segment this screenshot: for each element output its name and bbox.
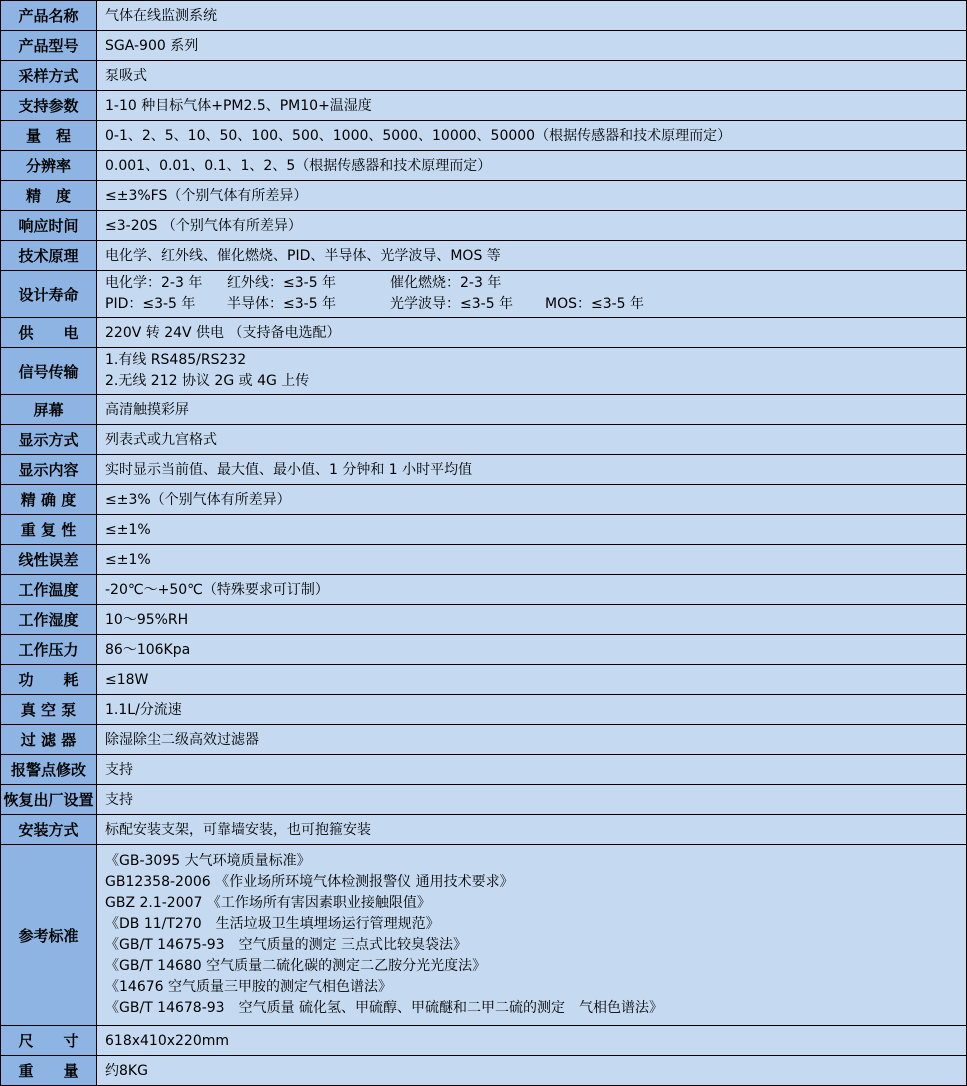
spec-label-operating-temperature: 工作温度 <box>1 575 97 605</box>
spec-label-supported-parameters: 支持参数 <box>1 91 97 121</box>
spec-value-design-life <box>97 271 967 318</box>
spec-row-dimensions <box>1 1026 967 1056</box>
design-life-item: 光学波导：≤3-5 年 <box>390 296 514 312</box>
spec-row-supported-parameters <box>1 91 967 121</box>
spec-row-power-supply <box>1 318 967 348</box>
spec-value-display-content: 实时显示当前值、最大值、最小值、1 分钟和 1 小时平均值 <box>97 455 967 485</box>
spec-value-operating-humidity: 10～95%RH <box>97 605 967 635</box>
design-life-item: 催化燃烧：2-3 年 <box>390 275 502 291</box>
spec-value-reference-standards <box>97 845 967 1026</box>
spec-row-resolution <box>1 151 967 181</box>
spec-value-response-time: ≤3-20S （个别气体有所差异） <box>97 211 967 241</box>
spec-row-reference-standards <box>1 845 967 1026</box>
spec-label-reference-standards: 参考标准 <box>1 845 97 1026</box>
spec-row-installation-method <box>1 815 967 845</box>
spec-row-technology-principle <box>1 241 967 271</box>
spec-value-resolution: 0.001、0.01、0.1、1、2、5（根据传感器和技术原理而定） <box>97 151 967 181</box>
spec-row-operating-humidity <box>1 605 967 635</box>
value-line: 1.有线 RS485/RS232 <box>105 352 247 368</box>
spec-label-filter: 过 滤 器 <box>1 725 97 755</box>
value-line: GB12358-2006 《作业场所环境气体检测报警仪 通用技术要求》 <box>105 874 514 890</box>
spec-row-response-time <box>1 211 967 241</box>
spec-label-product-name: 产品名称 <box>1 1 97 31</box>
spec-row-vacuum-pump <box>1 695 967 725</box>
design-life-item: PID：≤3-5 年 <box>105 296 196 312</box>
spec-label-measuring-range: 量 程 <box>1 121 97 151</box>
spec-value-signal-transmission <box>97 348 967 395</box>
spec-row-product-name <box>1 1 967 31</box>
spec-label-signal-transmission: 信号传输 <box>1 348 97 395</box>
spec-value-supported-parameters: 1-10 种目标气体+PM2.5、PM10+温湿度 <box>97 91 967 121</box>
spec-label-linearity-error: 线性误差 <box>1 545 97 575</box>
value-line: 《GB-3095 大气环境质量标准》 <box>105 853 311 869</box>
spec-label-installation-method: 安装方式 <box>1 815 97 845</box>
spec-value-sampling-method: 泵吸式 <box>97 61 967 91</box>
spec-label-dimensions: 尺 寸 <box>1 1026 97 1056</box>
spec-value-repeatability: ≤±1% <box>97 515 967 545</box>
spec-label-display-content: 显示内容 <box>1 455 97 485</box>
design-life-item: 电化学：2-3 年 <box>105 275 203 291</box>
spec-label-accuracy: 精 度 <box>1 181 97 211</box>
value-line: 《GB/T 14680 空气质量二硫化碳的测定二乙胺分光光度法》 <box>105 958 487 974</box>
design-life-item: 半导体：≤3-5 年 <box>227 296 337 312</box>
spec-row-filter <box>1 725 967 755</box>
value-line: 《GB/T 14675-93 空气质量的测定 三点式比较臭袋法》 <box>105 937 468 953</box>
spec-row-power-consumption <box>1 665 967 695</box>
spec-label-product-model: 产品型号 <box>1 31 97 61</box>
spec-value-operating-temperature: -20℃～+50℃（特殊要求可订制） <box>97 575 967 605</box>
spec-row-weight <box>1 1056 967 1086</box>
spec-label-vacuum-pump: 真 空 泵 <box>1 695 97 725</box>
spec-label-repeatability: 重 复 性 <box>1 515 97 545</box>
design-life-line <box>105 294 958 315</box>
spec-row-sampling-method <box>1 61 967 91</box>
design-life-item: 红外线：≤3-5 年 <box>227 275 337 291</box>
spec-row-screen <box>1 395 967 425</box>
spec-label-power-supply: 供 电 <box>1 318 97 348</box>
spec-value-power-consumption: ≤18W <box>97 665 967 695</box>
value-line: 《14676 空气质量三甲胺的测定气相色谱法》 <box>105 979 392 995</box>
spec-row-display-content <box>1 455 967 485</box>
spec-label-factory-reset: 恢复出厂设置 <box>1 785 97 815</box>
spec-row-operating-temperature <box>1 575 967 605</box>
spec-label-response-time: 响应时间 <box>1 211 97 241</box>
spec-row-product-model <box>1 31 967 61</box>
spec-row-accuracy <box>1 181 967 211</box>
spec-value-measuring-range: 0-1、2、5、10、50、100、500、1000、5000、10000、50000（根据传感器和技术原理而定） <box>97 121 967 151</box>
spec-label-operating-humidity: 工作湿度 <box>1 605 97 635</box>
design-life-item: MOS：≤3-5 年 <box>545 296 645 312</box>
spec-value-filter: 除湿除尘二级高效过滤器 <box>97 725 967 755</box>
spec-label-technology-principle: 技术原理 <box>1 241 97 271</box>
value-line: 2.无线 212 协议 2G 或 4G 上传 <box>105 373 310 389</box>
spec-label-operating-pressure: 工作压力 <box>1 635 97 665</box>
spec-value-factory-reset: 支持 <box>97 785 967 815</box>
value-line: GBZ 2.1-2007 《工作场所有害因素职业接触限值》 <box>105 895 431 911</box>
spec-value-power-supply: 220V 转 24V 供电 （支持备电选配） <box>97 318 967 348</box>
spec-label-design-life: 设计寿命 <box>1 271 97 318</box>
spec-row-signal-transmission <box>1 348 967 395</box>
spec-label-power-consumption: 功 耗 <box>1 665 97 695</box>
spec-value-vacuum-pump: 1.1L/分流速 <box>97 695 967 725</box>
spec-value-product-model: SGA-900 系列 <box>97 31 967 61</box>
spec-label-precision: 精 确 度 <box>1 485 97 515</box>
spec-value-operating-pressure: 86～106Kpa <box>97 635 967 665</box>
spec-label-display-mode: 显示方式 <box>1 425 97 455</box>
spec-table-body <box>1 1 967 1086</box>
spec-value-installation-method: 标配安装支架，可靠墙安装，也可抱箍安装 <box>97 815 967 845</box>
spec-label-sampling-method: 采样方式 <box>1 61 97 91</box>
spec-value-screen: 高清触摸彩屏 <box>97 395 967 425</box>
spec-label-resolution: 分辨率 <box>1 151 97 181</box>
spec-value-alarm-point-modification: 支持 <box>97 755 967 785</box>
spec-value-display-mode: 列表式或九宫格式 <box>97 425 967 455</box>
spec-value-accuracy: ≤±3%FS（个别气体有所差异） <box>97 181 967 211</box>
spec-row-factory-reset <box>1 785 967 815</box>
spec-row-operating-pressure <box>1 635 967 665</box>
spec-value-dimensions: 618x410x220mm <box>97 1026 967 1056</box>
spec-row-design-life <box>1 271 967 318</box>
spec-label-screen: 屏幕 <box>1 395 97 425</box>
spec-label-weight: 重 量 <box>1 1056 97 1086</box>
value-line: 《DB 11/T270 生活垃圾卫生填埋场运行管理规范》 <box>105 916 440 932</box>
spec-value-linearity-error: ≤±1% <box>97 545 967 575</box>
spec-label-alarm-point-modification: 报警点修改 <box>1 755 97 785</box>
spec-value-product-name: 气体在线监测系统 <box>97 1 967 31</box>
spec-value-weight: 约8KG <box>97 1056 967 1086</box>
spec-value-precision: ≤±3%（个别气体有所差异） <box>97 485 967 515</box>
value-line: 《GB/T 14678-93 空气质量 硫化氢、甲硫醇、甲硫醚和二甲二硫的测定 气相色谱法》 <box>105 1000 664 1016</box>
spec-row-precision <box>1 485 967 515</box>
spec-value-technology-principle: 电化学、红外线、催化燃烧、PID、半导体、光学波导、MOS 等 <box>97 241 967 271</box>
spec-row-measuring-range <box>1 121 967 151</box>
design-life-line <box>105 273 958 294</box>
spec-row-display-mode <box>1 425 967 455</box>
spec-row-repeatability <box>1 515 967 545</box>
spec-row-linearity-error <box>1 545 967 575</box>
spec-row-alarm-point-modification <box>1 755 967 785</box>
